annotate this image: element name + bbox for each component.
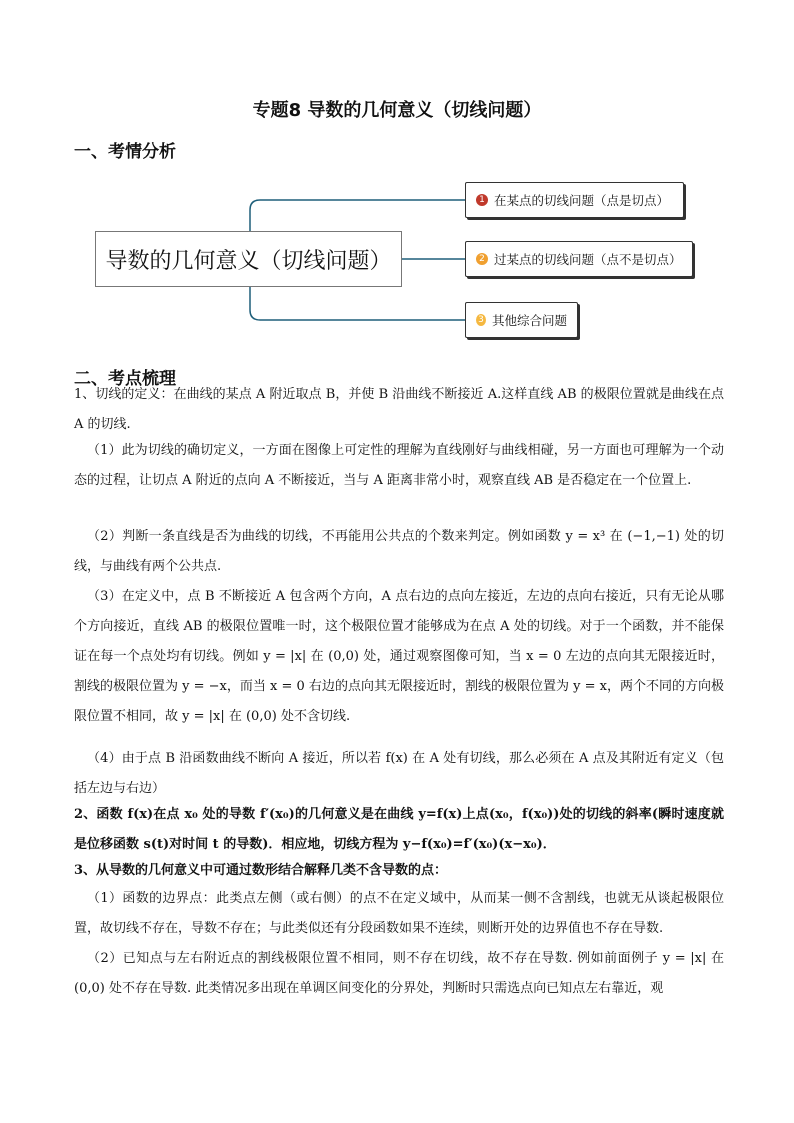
paragraph-non-derivable-points: 3、从导数的几何意义中可通过数形结合解释几类不含导数的点： — [74, 863, 448, 878]
paragraph-secant-limits: （2）已知点与左右附近点的割线极限位置不相同，则不存在切线，故不存在导数. 例如前面例子 y = |x| 在 (0,0) 处不存在导数. 此类情况多出现在单调区间变化的分界处，判断时只需选点向已知点左右靠近，观 — [74, 951, 724, 996]
number-two-icon: 2 — [476, 253, 488, 265]
number-three-icon: 3 — [476, 314, 486, 326]
number-one-icon: 1 — [476, 194, 488, 206]
mindmap-child-node-3 — [465, 302, 578, 338]
connector-line-3 — [250, 287, 465, 320]
mindmap-child-node-1 — [465, 182, 684, 218]
mindmap-child-node-2 — [465, 241, 693, 277]
section-heading-points: 二、考点梳理 — [74, 369, 176, 389]
paragraph-note-4: （4）由于点 B 沿函数曲线不断向 A 接近，所以若 f(x) 在 A 处有切线，那么必须在 A 点及其附近有定义（包括左边与右边） — [74, 751, 724, 796]
mindmap-child-label: 其他综合问题 — [491, 313, 567, 328]
paragraph-boundary-points: （1）函数的边界点：此类点左侧（或右侧）的点不在定义域中，从而某一侧不含割线，也就无从谈起极限位置，故切线不存在，导数不存在；与此类似还有分段函数如果不连续，则断开处的边界值也不存在导数. — [74, 891, 724, 936]
paragraph-note-3: （3）在定义中，点 B 不断接近 A 包含两个方向，A 点右边的点向左接近，左边的点向右接近，只有无论从哪个方向接近，直线 AB 的极限位置唯一时，这个极限位置才能够成为在点 A 处的切线。对于一个函数，并不能保证在每一个点处均有切线。例如 y = |x| 在 (0,0) 处，通过观察图像可知，当 x = 0 左边的点向其无限接近时，割线的极限位置为 y = −x，而当 x = 0 右边的点向其无限接近时，割线的极限位置为 y = x，两个不同的方向极限位置不相同，故 y = |x| 在 (0,0) 处不含切线. — [74, 589, 724, 724]
mindmap-root-node: 导数的几何意义（切线问题） — [95, 231, 402, 287]
paragraph-derivative-meaning: 2、函数 f(x)在点 x₀ 处的导数 f′(x₀)的几何意义是在曲线 y=f(x)上点(x₀，f(x₀))处的切线的斜率(瞬时速度就是位移函数 s(t)对时间 t 的导数)．相应地，切线方程为 y−f(x₀)=f′(x₀)(x−x₀)． — [74, 807, 724, 852]
page-title: 专题8 导数的几何意义（切线问题） — [252, 100, 542, 121]
connector-line-1 — [250, 200, 465, 231]
section-heading-analysis: 一、考情分析 — [74, 142, 176, 162]
paragraph-note-1: （1）此为切线的确切定义，一方面在图像上可定性的理解为直线刚好与曲线相碰，另一方面也可理解为一个动态的过程，让切点 A 附近的点向 A 不断接近，当与 A 距离非常小时，观察直线 AB 是否稳定在一个位置上. — [74, 443, 724, 488]
paragraph-tangent-definition: 1、切线的定义：在曲线的某点 A 附近取点 B，并使 B 沿曲线不断接近 A.这样直线 AB 的极限位置就是曲线在点 A 的切线. — [74, 387, 724, 432]
paragraph-note-2: （2）判断一条直线是否为曲线的切线，不再能用公共点的个数来判定。例如函数 y = x³ 在 (−1,−1) 处的切线，与曲线有两个公共点. — [74, 529, 724, 574]
mindmap-child-label: 过某点的切线问题（点不是切点） — [494, 252, 682, 267]
mindmap-child-label: 在某点的切线问题（点是切点） — [494, 193, 670, 208]
